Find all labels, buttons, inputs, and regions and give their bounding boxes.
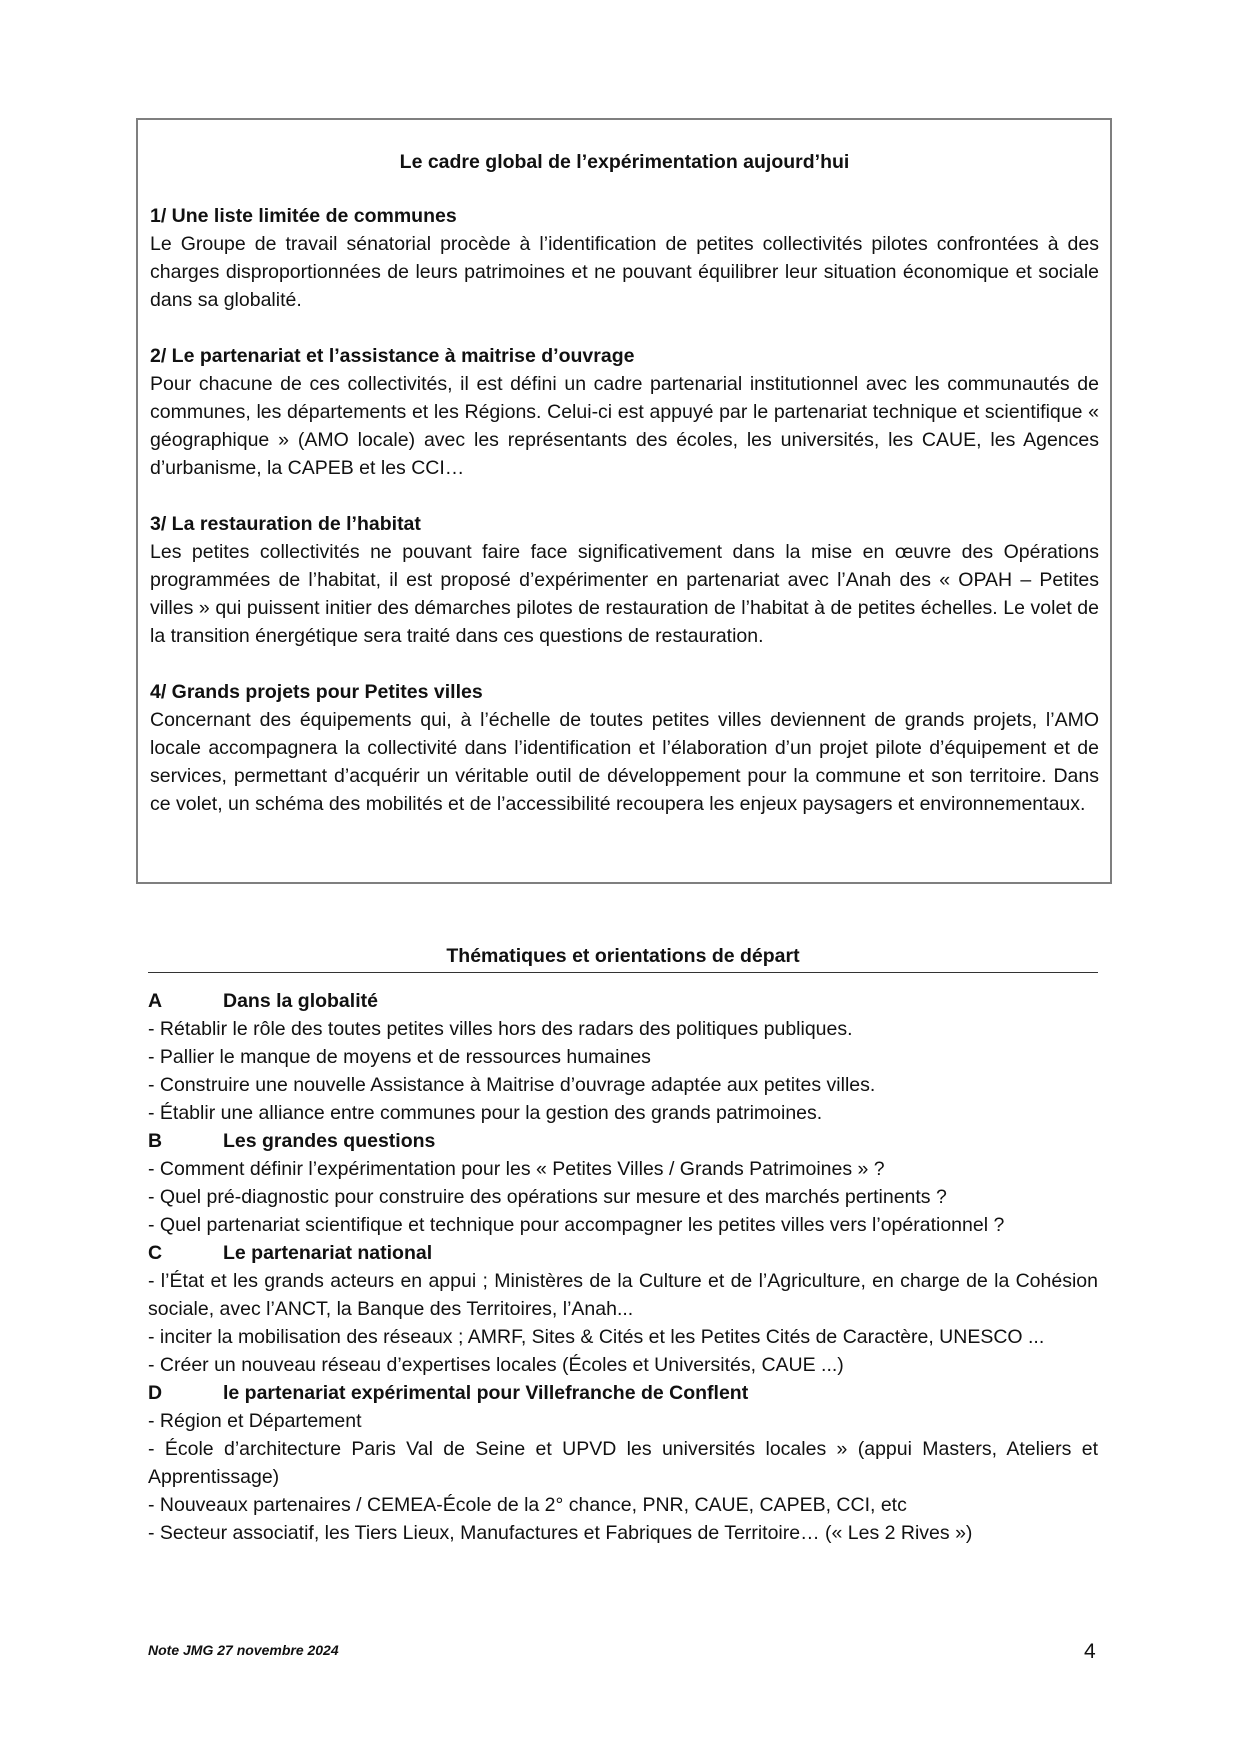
section-heading: 2/ Le partenariat et l’assistance à maitrise d’ouvrage	[150, 345, 635, 367]
section-body: Le Groupe de travail sénatorial procède à l’identification de petites collectivités pilotes confrontées à des charges disproportionnées de leurs patrimoines et ne pouvant équilibrer leur situation économique et sociale dans sa globalité.	[150, 233, 1099, 311]
group-title: Dans la globalité	[223, 990, 378, 1012]
group-letter: A	[148, 990, 163, 1012]
section-body: Les petites collectivités ne pouvant faire face significativement dans la mise en œuvre des Opérations programmées de l’habitat, il est proposé d’expérimenter en partenariat avec l’Anah des « OPAH – Petites villes » qui puissent initier des démarches pilotes de restauration de l’habitat à de petites échelles. Le volet de la transition énergétique sera traité dans ces questions de restauration.	[150, 541, 1099, 647]
section-heading: 1/ Une liste limitée de communes	[150, 205, 457, 227]
box-section-4	[150, 678, 1099, 818]
list-item: - Construire une nouvelle Assistance à Maitrise d’ouvrage adaptée aux petites villes.	[148, 1074, 876, 1096]
themes-title: Thématiques et orientations de départ	[148, 942, 1098, 973]
list-item: - inciter la mobilisation des réseaux ; AMRF, Sites & Cités et les Petites Cités de Caractère, UNESCO ...	[148, 1326, 1045, 1348]
section-heading: 4/ Grands projets pour Petites villes	[150, 681, 483, 703]
box-title: Le cadre global de l’expérimentation aujourd’hui	[399, 151, 850, 173]
group-letter: C	[148, 1242, 163, 1264]
theme-group-a	[148, 987, 1098, 1127]
box-section-3	[150, 510, 1099, 650]
group-title: Les grandes questions	[223, 1130, 436, 1152]
group-letter: B	[148, 1130, 163, 1152]
list-item: - Établir une alliance entre communes pour la gestion des grands patrimoines.	[148, 1102, 823, 1124]
themes-section	[148, 942, 1098, 1547]
list-item: - Région et Département	[148, 1410, 362, 1432]
list-item: - Pallier le manque de moyens et de ressources humaines	[148, 1046, 651, 1068]
footer-note: Note JMG 27 novembre 2024	[148, 1642, 339, 1658]
list-item: - Nouveaux partenaires / CEMEA-École de la 2° chance, PNR, CAUE, CAPEB, CCI, etc	[148, 1494, 907, 1516]
page-number: 4	[1084, 1640, 1096, 1663]
theme-group-b	[148, 1127, 1098, 1239]
group-heading	[148, 1379, 1098, 1407]
box-section-1	[150, 202, 1099, 314]
group-heading	[148, 1127, 1098, 1155]
group-letter: D	[148, 1382, 163, 1404]
list-item: - l’État et les grands acteurs en appui ; Ministères de la Culture et de l’Agriculture, en charge de la Cohésion sociale, avec l’ANCT, la Banque des Territoires, l’Anah...	[148, 1270, 1098, 1320]
theme-group-d	[148, 1379, 1098, 1547]
section-body: Pour chacune de ces collectivités, il est défini un cadre partenarial institutionnel avec les communautés de communes, les départements et les Régions. Celui-ci est appuyé par le partenariat technique et scientifique « géographique » (AMO locale) avec les représentants des écoles, les universités, les CAUE, les Agences d’urbanisme, la CAPEB et les CCI…	[150, 373, 1099, 479]
list-item: - Comment définir l’expérimentation pour les « Petites Villes / Grands Patrimoines » ?	[148, 1158, 885, 1180]
list-item: - Rétablir le rôle des toutes petites villes hors des radars des politiques publiques.	[148, 1018, 853, 1040]
group-heading	[148, 1239, 1098, 1267]
section-heading: 3/ La restauration de l’habitat	[150, 513, 421, 535]
group-title: le partenariat expérimental pour Villefranche de Conflent	[223, 1382, 749, 1404]
group-title: Le partenariat national	[223, 1242, 433, 1264]
group-heading	[148, 987, 1098, 1015]
list-item: - Secteur associatif, les Tiers Lieux, Manufactures et Fabriques de Territoire… (« Les 2 Rives »)	[148, 1522, 973, 1544]
list-item: - École d’architecture Paris Val de Seine et UPVD les universités locales » (appui Masters, Ateliers et Apprentissage)	[148, 1438, 1098, 1488]
list-item: - Créer un nouveau réseau d’expertises locales (Écoles et Universités, CAUE ...)	[148, 1354, 844, 1376]
box-section-2	[150, 342, 1099, 482]
list-item: - Quel partenariat scientifique et technique pour accompagner les petites villes vers l’opérationnel ?	[148, 1214, 1005, 1236]
list-item: - Quel pré-diagnostic pour construire des opérations sur mesure et des marchés pertinents ?	[148, 1186, 947, 1208]
theme-group-c	[148, 1239, 1098, 1379]
section-body: Concernant des équipements qui, à l’échelle de toutes petites villes deviennent de grands projets, l’AMO locale accompagnera la collectivité dans l’identification et l’élaboration d’un projet pilote d’équipement et de services, permettant d’acquérir un véritable outil de développement pour la commune et son territoire. Dans ce volet, un schéma des mobilités et de l’accessibilité recoupera les enjeux paysagers et environnementaux.	[150, 709, 1099, 815]
framework-box	[136, 118, 1112, 884]
